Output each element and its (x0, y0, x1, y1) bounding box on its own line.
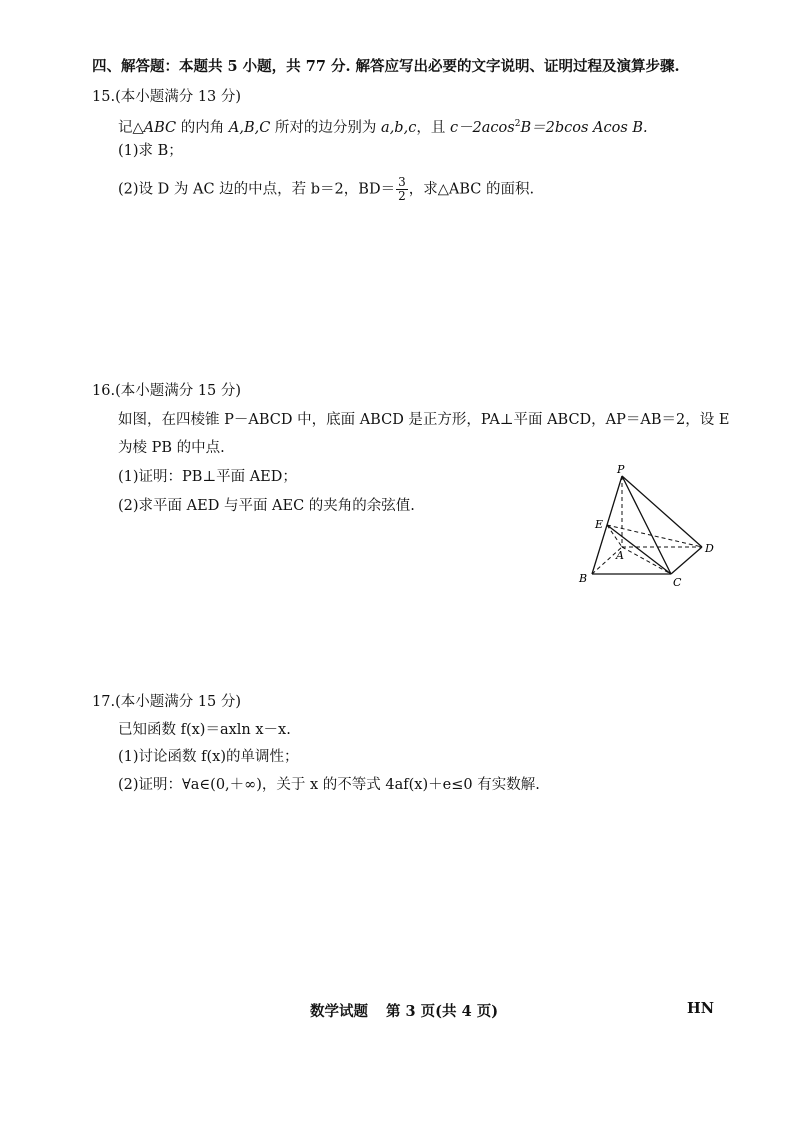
problem-16-stem-line1: 如图，在四棱锥 P－ABCD 中，底面 ABCD 是正方形，PA⊥平面 ABCD，AP＝AB＝2，设 E (118, 412, 730, 428)
edge-CD (671, 547, 702, 574)
problem-15-part1: (1)求 B； (118, 143, 183, 159)
stem-angles: A,B,C (228, 119, 271, 136)
label-C: C (673, 576, 682, 589)
pyramid-figure (570, 460, 730, 590)
stem-equation: c－2acos (449, 119, 515, 136)
edge-EA (607, 525, 622, 547)
label-E: E (595, 518, 604, 531)
footer-code: HN (687, 1000, 714, 1017)
stem-text: 所对的边分别为 (270, 119, 382, 136)
fraction-denominator: 2 (398, 189, 406, 203)
problem-15-stem (118, 114, 648, 138)
label-D: D (705, 542, 714, 555)
problem-16-points: (本小题满分 15 分) (115, 383, 242, 399)
problem-15-heading (92, 87, 241, 107)
footer-title: 数学试题 (310, 1003, 368, 1020)
stem-text: ，且 (416, 119, 450, 136)
problem-17-stem: 已知函数 f(x)＝axln x－x. (118, 722, 291, 738)
problem-16-heading (92, 381, 241, 401)
part2-text: (2)设 D 为 AC 边的中点，若 b＝2，BD＝ (118, 181, 396, 198)
problem-16-part1: (1)证明：PB⊥平面 AED； (118, 469, 297, 485)
fraction-numerator: 3 (398, 175, 406, 189)
edge-PD (622, 476, 702, 547)
stem-triangle: ABC (143, 119, 177, 136)
part2-text: ，求△ABC 的面积. (408, 181, 535, 198)
footer-page: 第 3 页(共 4 页) (386, 1003, 499, 1020)
stem-text: 记△ (118, 119, 144, 136)
problem-15-points: (本小题满分 13 分) (115, 89, 242, 105)
label-A: A (616, 549, 624, 562)
problem-16-stem-line2: 为棱 PB 的中点. (118, 440, 225, 456)
label-B: B (579, 572, 588, 585)
problem-17-heading (92, 692, 241, 712)
problem-16-number: 16. (92, 383, 116, 399)
fraction (396, 176, 408, 203)
label-P: P (617, 463, 625, 476)
section-header: 四、解答题：本题共 5 小题，共 77 分. 解答应写出必要的文字说明、证明过程及演算步骤. (92, 58, 680, 75)
problem-17-part2: (2)证明：∀a∈(0,＋∞)，关于 x 的不等式 4af(x)＋e≤0 有实数解. (118, 777, 540, 793)
problem-15-part2 (118, 176, 534, 203)
stem-equation: B＝2bcos Acos B. (520, 119, 648, 136)
problem-17-number: 17. (92, 694, 116, 710)
problem-16-part2: (2)求平面 AED 与平面 AEC 的夹角的余弦值. (118, 498, 415, 514)
problem-17-part1: (1)讨论函数 f(x)的单调性； (118, 749, 299, 765)
problem-15-number: 15. (92, 89, 116, 105)
problem-17-points: (本小题满分 15 分) (115, 694, 242, 710)
stem-equation-exponent: 2 (514, 119, 521, 129)
edge-PC (622, 476, 671, 574)
stem-text: 的内角 (176, 119, 229, 136)
stem-sides: a,b,c (381, 119, 417, 136)
